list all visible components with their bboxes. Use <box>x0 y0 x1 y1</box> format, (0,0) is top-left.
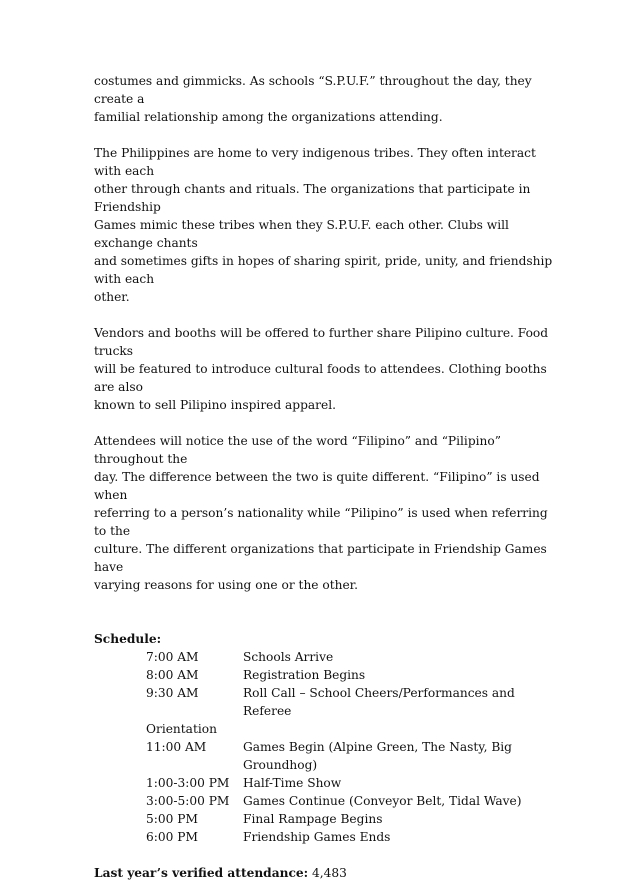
schedule-row <box>146 810 553 828</box>
document-page <box>94 72 554 882</box>
schedule-row <box>146 648 553 666</box>
schedule-time: 7:00 AM <box>146 650 199 664</box>
schedule-event: Final Rampage Begins <box>243 812 383 826</box>
schedule-heading: Schedule: <box>94 632 162 646</box>
schedule-event: Schools Arrive <box>243 650 334 664</box>
schedule-time: 1:00-3:00 PM <box>146 776 230 790</box>
schedule-row <box>146 774 553 792</box>
schedule-event: Games Continue (Conveyor Belt, Tidal Wave) <box>243 794 522 808</box>
attendance-label: Last year’s verified attendance: <box>94 866 309 880</box>
schedule-event: Half-Time Show <box>243 776 342 790</box>
schedule-time: 5:00 PM <box>146 812 198 826</box>
schedule-row <box>146 792 553 810</box>
schedule-row <box>146 720 553 738</box>
schedule-table <box>146 648 553 846</box>
attendance-value: 4,483 <box>312 866 347 880</box>
schedule-event <box>243 720 553 738</box>
schedule-time: 9:30 AM <box>146 686 199 700</box>
schedule-row <box>146 828 553 846</box>
schedule-row <box>146 738 553 774</box>
schedule-event: Friendship Games Ends <box>243 830 391 844</box>
paragraph-vendors: Vendors and booths will be offered to further share Pilipino culture. Food trucks will be featured to introduce cultural foods to attendees. Clothing booths are also known to sell Pilipino inspired apparel. <box>94 326 549 412</box>
paragraph-tribes: The Philippines are home to very indigenous tribes. They often interact with each other through chants and rituals. The organizations that participate in Friendship Games mimic these tribes when they S.P.U.F. each other. Clubs will exchange chants and sometimes gifts in hopes of sharing spirit, pride, unity, and friendship with each other. <box>94 146 553 304</box>
schedule-event: Roll Call – School Cheers/Performances and Referee <box>243 686 515 718</box>
attendance-line <box>94 864 554 882</box>
paragraph-filipino-pilipino: Attendees will notice the use of the word “Filipino” and “Pilipino” throughout the day. The difference between the two is quite different. “Filipino” is used when referring to a person’s nationality while “Pilipino” is used when referring to the culture. The different organizations that participate in Friendship Games have varying reasons for using one or the other. <box>94 434 548 592</box>
schedule-time: 3:00-5:00 PM <box>146 794 230 808</box>
schedule-row <box>146 684 553 720</box>
schedule-row <box>146 666 553 684</box>
paragraph-costumes: costumes and gimmicks. As schools “S.P.U.F.” throughout the day, they create a familial relationship among the organizations attending. <box>94 74 532 124</box>
schedule-time: 11:00 AM <box>146 740 207 754</box>
schedule-event: Games Begin (Alpine Green, The Nasty, Big Groundhog) <box>243 740 512 772</box>
schedule-time: 8:00 AM <box>146 668 199 682</box>
schedule-time: Orientation <box>146 722 217 736</box>
schedule-event: Registration Begins <box>243 668 366 682</box>
schedule-time: 6:00 PM <box>146 830 198 844</box>
